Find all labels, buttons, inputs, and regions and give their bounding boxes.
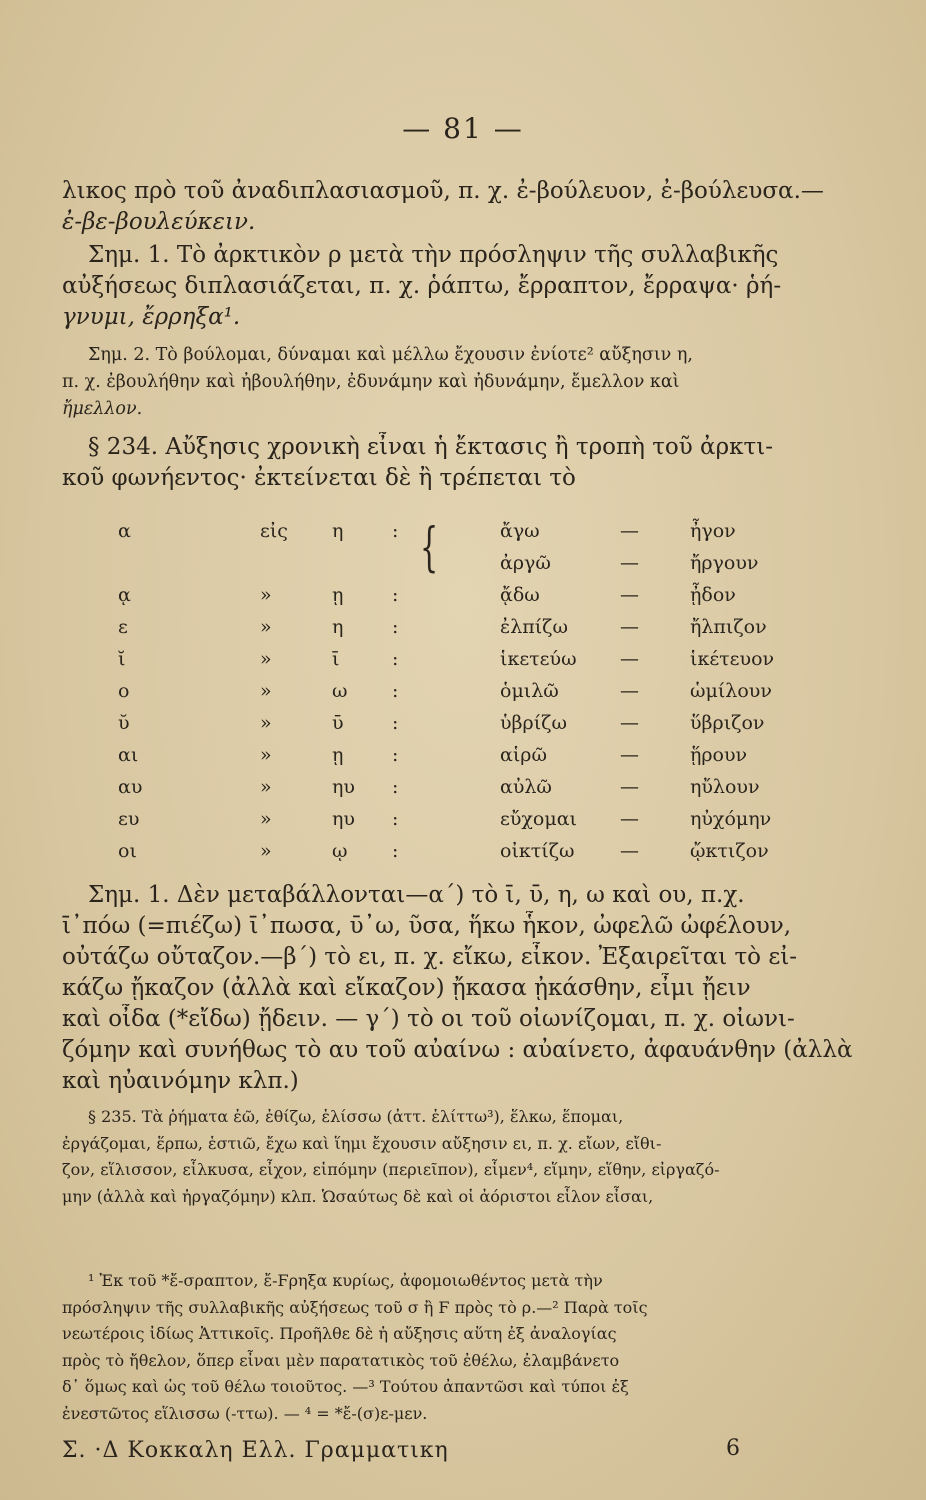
table-dash: —	[620, 616, 639, 638]
table-example-present: αὐλῶ	[500, 776, 552, 798]
table-example-past: ᾕρουν	[690, 744, 748, 766]
table-to-vowel: ῃ	[332, 584, 344, 606]
table-from-vowel: ῐ	[118, 648, 126, 670]
table-row	[60, 584, 800, 616]
table-example-past: ὡμίλουν	[690, 680, 772, 702]
table-example-present: ἐλπίζω	[500, 616, 568, 638]
table-example-past: ὕβριζον	[690, 712, 765, 734]
table-row	[60, 840, 800, 872]
table-colon: :	[392, 616, 399, 638]
text-line: § 235. Τὰ ῥήματα ἐῶ, ἐθίζω, ἑλίσσω (ἀττ. ἑλίττω³), ἕλκω, ἕπομαι,	[88, 1107, 624, 1126]
text-line: γνυμι, ἔρρηξα¹.	[62, 304, 241, 330]
table-colon: :	[392, 584, 399, 606]
table-example-present: ὁμιλῶ	[500, 680, 559, 702]
table-example-present: ἱκετεύω	[500, 648, 577, 670]
table-example-present: αἱρῶ	[500, 744, 547, 766]
text-line: Σημ. 1. Τὸ ἀρκτικὸν ρ μετὰ τὴν πρόσληψιν τῆς συλλαβικῆς	[88, 242, 779, 268]
table-colon: :	[392, 840, 399, 862]
text-line: μην (ἀλλὰ καὶ ἠργαζόμην) κλπ. Ὡσαύτως δὲ καὶ οἱ ἀόριστοι εἷλον εἶσαι,	[62, 1186, 654, 1206]
table-row	[60, 648, 800, 680]
table-example-present: εὔχομαι	[500, 808, 577, 830]
table-to-vowel: ῃ	[332, 744, 344, 766]
table-example-past: ηὔλουν	[690, 776, 760, 798]
table-colon: :	[392, 776, 399, 798]
table-from-vowel: αι	[118, 744, 139, 766]
brace: {	[420, 518, 439, 578]
text-line: ῑ᾽πόω (=πιέζω) ῑ᾽πωσα, ῡ᾽ω, ῦσα, ἥκω ἧκον, ὠφελῶ ὠφέλουν,	[62, 913, 792, 939]
table-to-vowel: η	[332, 616, 344, 638]
table-example-past: ηὐχόμην	[690, 808, 772, 830]
footnote-line: δ᾽ ὅμως καὶ ὡς τοῦ θέλω τοιοῦτος. —³ Τούτου ἀπαντῶσι καὶ τύποι ἐξ	[62, 1377, 629, 1396]
footnotes	[62, 1268, 852, 1427]
table-to-vowel: ω	[332, 680, 348, 702]
table-example-past: ἱκέτευον	[690, 648, 775, 670]
table-dash: —	[620, 680, 639, 702]
table-row	[60, 712, 800, 744]
text-line: κοῦ φωνήεντος· ἐκτείνεται δὲ ἢ τρέπεται τὸ	[62, 465, 576, 491]
note-1-paragraph	[62, 240, 852, 333]
table-dash: —	[620, 520, 639, 542]
table-colon: :	[392, 520, 399, 542]
augment-table	[60, 520, 800, 872]
footnote-line: ἐνεστῶτος εἵλισσω (-ττω). — ⁴ = *ἔ-(σ)ε-μεν.	[62, 1403, 428, 1423]
table-dash: —	[620, 840, 639, 862]
table-into-word: »	[260, 840, 272, 862]
table-row	[60, 520, 800, 552]
table-example-past: ᾖδον	[690, 584, 736, 606]
footnote-line: ¹ Ἐκ τοῦ *ἔ-σραπτον, ἔ-Ϝρηξα κυρίως, ἀφομοιωθέντος μετὰ τὴν	[88, 1271, 603, 1290]
table-example-past: ἤργουν	[690, 552, 759, 574]
table-example-present: ὑβρίζω	[500, 712, 567, 734]
text-line: ζόμην καὶ συνήθως τὸ αυ τοῦ αὐαίνω : αὐαίνετο, ἀφαυάνθην (ἀλλὰ	[62, 1037, 852, 1063]
table-colon: :	[392, 744, 399, 766]
footnote-line: πρὸς τὸ ἤθελον, ὅπερ εἶναι μὲν παρατατικὸς τοῦ ἐθέλω, ἐλαμβάνετο	[62, 1350, 620, 1370]
table-dash: —	[620, 648, 639, 670]
text-line: αὐξήσεως διπλασιάζεται, π. χ. ῥάπτω, ἔρραπτον, ἔρραψα· ῥή-	[62, 273, 782, 299]
table-into-word: »	[260, 616, 272, 638]
table-dash: —	[620, 808, 639, 830]
table-row	[60, 552, 800, 584]
table-into-word: »	[260, 776, 272, 798]
table-from-vowel: ε	[118, 616, 128, 638]
table-into-word: »	[260, 712, 272, 734]
table-colon: :	[392, 648, 399, 670]
table-into-word: »	[260, 680, 272, 702]
table-into-word: »	[260, 808, 272, 830]
text-line: κάζω ᾔκαζον (ἀλλὰ καὶ εἴκαζον) ᾔκασα ᾐκάσθην, εἶμι ᾔειν	[62, 975, 751, 1001]
table-to-vowel: ῑ	[332, 648, 340, 670]
table-example-present: ἄγω	[500, 520, 540, 542]
text-line: Σημ. 2. Τὸ βούλομαι, δύναμαι καὶ μέλλω ἔχουσιν ἐνίοτε² αὔξησιν η,	[88, 345, 693, 365]
table-row	[60, 744, 800, 776]
table-row	[60, 680, 800, 712]
table-colon: :	[392, 680, 399, 702]
table-from-vowel: αυ	[118, 776, 143, 798]
table-to-vowel: ῳ	[332, 840, 348, 862]
table-from-vowel: ῠ	[118, 712, 130, 734]
text-line: καὶ οἶδα (*εἴδω) ᾔδειν. — γ΄) τὸ οι τοῦ οἰωνίζομαι, π. χ. οἰωνι-	[62, 1006, 795, 1032]
table-from-vowel: ο	[118, 680, 130, 702]
table-example-past: ἤλπιζον	[690, 616, 767, 638]
table-dash: —	[620, 744, 639, 766]
table-row	[60, 776, 800, 808]
footnote-line: νεωτέροις ἰδίως Ἀττικοῖς. Προῆλθε δὲ ἡ αὔξησις αὕτη ἐξ ἀναλογίας	[62, 1324, 617, 1343]
table-example-present: ἀργῶ	[500, 552, 551, 574]
table-colon: :	[392, 808, 399, 830]
table-colon: :	[392, 712, 399, 734]
text-line: καὶ ηὐαινόμην κλπ.)	[62, 1068, 299, 1094]
table-from-vowel: ᾳ	[118, 584, 131, 606]
section-235-paragraph	[62, 1104, 852, 1210]
table-example-present: ᾄδω	[500, 584, 540, 606]
section-234-paragraph	[62, 432, 852, 494]
table-to-vowel: ηυ	[332, 808, 355, 830]
table-to-vowel: ῡ	[332, 712, 344, 734]
table-to-vowel: ηυ	[332, 776, 355, 798]
note-2-paragraph	[62, 342, 852, 423]
text-line: ἐ-βε-βουλεύκειν.	[62, 209, 256, 235]
page-number: — 81 —	[402, 112, 524, 145]
text-line: ζον, εἵλισσον, εἷλκυσα, εἶχον, εἱπόμην (περιεῖπον), εἷμεν⁴, εἵμην, εἵθην, εἰργαζό-	[62, 1160, 720, 1179]
text-line: § 234. Αὔξησις χρονικὴ εἶναι ἡ ἔκτασις ἢ τροπὴ τοῦ ἀρκτι-	[88, 434, 774, 460]
continuation-paragraph	[62, 176, 852, 238]
table-into-word: εἰς	[260, 520, 288, 542]
text-line: ἐργάζομαι, ἕρπω, ἑστιῶ, ἔχω καὶ ἵημι ἔχουσιν αὔξησιν ει, π. χ. εἴων, εἴθι-	[62, 1133, 662, 1153]
table-example-past: ᾤκτιζον	[690, 840, 769, 862]
table-dash: —	[620, 552, 639, 574]
table-dash: —	[620, 776, 639, 798]
table-from-vowel: οι	[118, 840, 137, 862]
table-dash: —	[620, 712, 639, 734]
table-from-vowel: ευ	[118, 808, 140, 830]
table-example-present: οἰκτίζω	[500, 840, 575, 862]
table-row	[60, 616, 800, 648]
text-line: λικος πρὸ τοῦ ἀναδιπλασιασμοῦ, π. χ. ἐ-βούλευον, ἐ-βούλευσα.—	[62, 178, 824, 204]
signature-mark: 6	[726, 1436, 740, 1461]
table-to-vowel: η	[332, 520, 344, 542]
note-unchanged-paragraph	[62, 880, 852, 1097]
table-from-vowel: α	[118, 520, 131, 542]
text-line: Σημ. 1. Δὲν μεταβάλλονται—α΄) τὸ ῑ, ῡ, η, ω καὶ ου, π.χ.	[88, 882, 745, 908]
text-line: ἤμελλον.	[62, 399, 143, 419]
table-example-past: ἦγον	[690, 520, 736, 542]
footnote-line: πρόσληψιν τῆς συλλαβικῆς αὐξήσεως τοῦ σ ἢ Ϝ πρὸς τὸ ρ.—² Παρὰ τοῖς	[62, 1297, 648, 1317]
table-into-word: »	[260, 584, 272, 606]
table-into-word: »	[260, 648, 272, 670]
text-line: οὐτάζω οὔταζον.—β΄) τὸ ει, π. χ. εἴκω, εἶκον. Ἐξαιρεῖται τὸ εἰ-	[62, 944, 798, 970]
table-dash: —	[620, 584, 639, 606]
text-line: π. χ. ἐβουλήθην καὶ ἠβουλήθην, ἐδυνάμην καὶ ἠδυνάμην, ἔμελλον καὶ	[62, 372, 680, 392]
table-into-word: »	[260, 744, 272, 766]
book-title-footer: Σ. ·Δ Κοκκαλη Ελλ. Γραμματικη	[62, 1438, 449, 1463]
table-row	[60, 808, 800, 840]
